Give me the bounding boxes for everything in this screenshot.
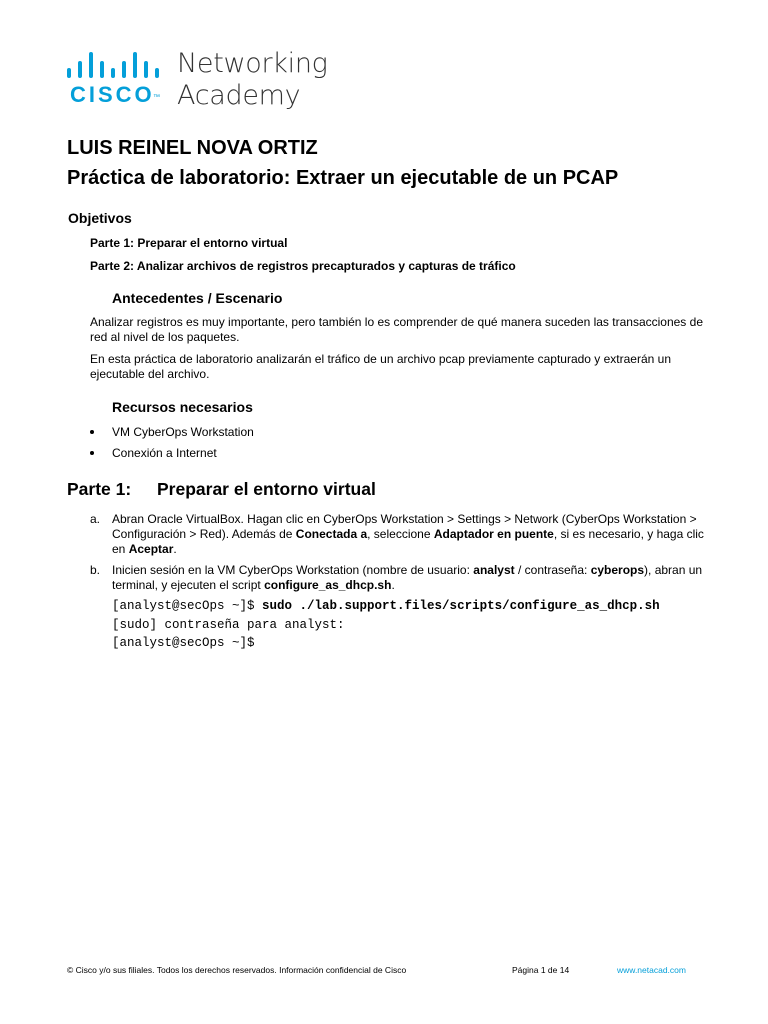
footer-link[interactable]: www.netacad.com — [617, 965, 686, 975]
resources-heading: Recursos necesarios — [112, 399, 253, 415]
background-paragraph: Analizar registros es muy importante, pero también lo es comprender de qué manera suceden las transacciones de red al nivel de los paquetes. — [90, 315, 703, 344]
step-b-text: Inicien sesión en la VM CyberOps Workstation (nombre de usuario: analyst / contraseña: cyberops), abran un terminal, y ejecuten el script configure_as_dhcp.sh. — [112, 563, 703, 592]
bullet-icon — [90, 451, 94, 455]
bullet-icon — [90, 430, 94, 434]
objectives-heading: Objetivos — [68, 210, 132, 226]
objective-item: Parte 1: Preparar el entorno virtual — [90, 236, 288, 250]
code-line: [analyst@secOps ~]$ sudo ./lab.support.files/scripts/configure_as_dhcp.sh — [112, 599, 660, 613]
lab-title: Práctica de laboratorio: Extraer un ejecutable de un PCAP — [67, 167, 619, 189]
code-line: [analyst@secOps ~]$ — [112, 636, 255, 650]
code-line: [sudo] contraseña para analyst: — [112, 618, 345, 632]
resource-item-label: VM CyberOps Workstation — [112, 425, 254, 439]
footer-page-number: Página 1 de 14 — [512, 965, 570, 975]
step-a-text: Abran Oracle VirtualBox. Hagan clic en CyberOps Workstation > Settings > Network (CyberOps Workstation > Configuración > Red). Además de Conectada a, seleccione Adaptador en puente, si es necesario, y haga clic en Aceptar. — [112, 512, 704, 556]
cisco-wordmark: CISCO — [70, 82, 155, 107]
objective-item: Parte 2: Analizar archivos de registros precapturados y capturas de tráfico — [90, 259, 516, 273]
logo-networking-text: Networking — [177, 48, 328, 79]
part1-label: Parte 1: — [67, 479, 132, 499]
background-paragraph: En esta práctica de laboratorio analizarán el tráfico de un archivo pcap previamente capturado y extraerán un ejecutable del archivo. — [90, 352, 672, 381]
cisco-bars-icon — [67, 52, 167, 78]
cisco-networking-academy-logo — [67, 50, 327, 112]
logo-academy-text: Academy — [177, 80, 301, 111]
resource-item-label: Conexión a Internet — [112, 446, 217, 460]
part1-title: Preparar el entorno virtual — [157, 479, 376, 499]
author-name: LUIS REINEL NOVA ORTIZ — [67, 137, 318, 159]
step-marker: b. — [90, 563, 101, 577]
step-marker: a. — [90, 512, 101, 526]
background-heading: Antecedentes / Escenario — [112, 290, 283, 306]
part1-heading — [67, 479, 376, 500]
trademark-symbol: ™ — [153, 94, 160, 101]
footer-copyright: © Cisco y/o sus filiales. Todos los derechos reservados. Información confidencial de Cisco — [67, 965, 407, 975]
